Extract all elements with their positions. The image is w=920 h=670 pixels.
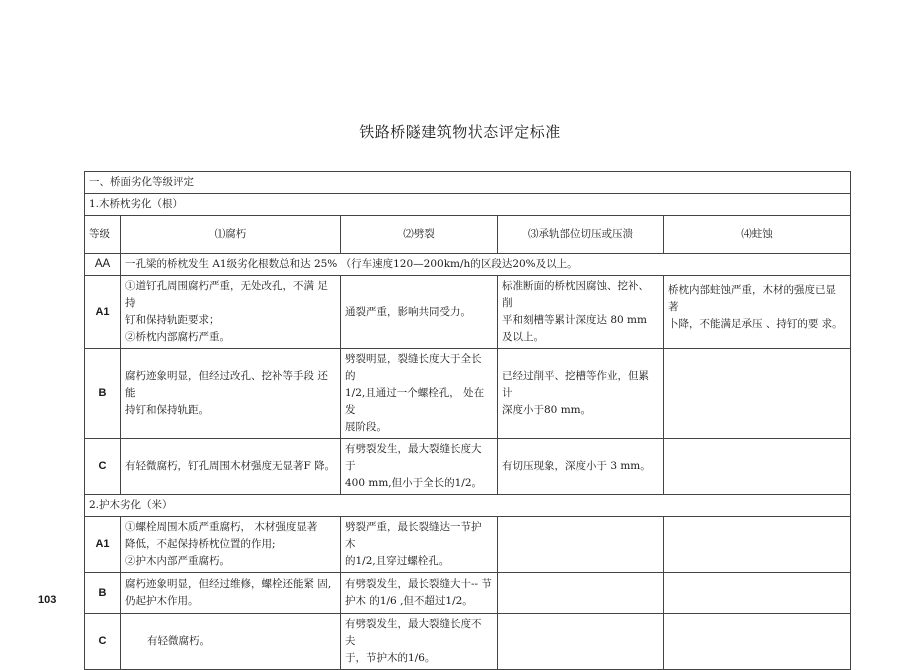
cell-line: 深度小于80 mm。 (502, 404, 592, 416)
document-title: 铁路桥隧建筑物状态评定标准 (359, 123, 561, 141)
cell-line: 标准断面的桥枕因腐蚀、挖补、 削 (502, 280, 649, 309)
header-split: ⑵劈裂 (341, 216, 498, 254)
subsection-row (85, 495, 851, 517)
cell-line: 有劈裂发生，最大裂缝长度不 夫 (345, 618, 482, 647)
guard-b-split-cell (341, 573, 498, 614)
page-number: 103 (38, 594, 57, 606)
guard-c-split-cell (341, 614, 498, 670)
c-crush-cell: 有切压现象，深度小于 3 mm。 (498, 439, 664, 495)
cell-line: 护木 的1/6 ,但不超过1/2。 (345, 595, 473, 607)
grade-cell: A1 (85, 517, 121, 573)
header-insect: ⑷蛀蚀 (664, 216, 851, 254)
a1-split-cell: 通裂严重，影响共同受力。 (341, 276, 498, 349)
grade-cell: A1 (85, 276, 121, 349)
table-row (85, 573, 851, 614)
c-insect-cell (664, 439, 851, 495)
table-row (85, 254, 851, 276)
cell-line: 卜降，不能满足承压 、持钉的要 求。 (668, 318, 843, 330)
cell-line: 已经过削平、挖槽等作业，但累 计 (502, 370, 649, 399)
subsection-title-guard: 2.护木劣化（米） (85, 495, 851, 517)
cell-line: 有劈裂发生，最长裂缝大十-- 节 (345, 578, 492, 590)
cell-line: 降低，不起保持桥枕位置的作用; (125, 538, 276, 550)
cell-line: 腐朽迹象明显，但经过改孔、挖补等手段 还能 (125, 370, 328, 399)
grade-cell: C (85, 614, 121, 670)
guard-a1-insect-cell (664, 517, 851, 573)
cell-line: 劈裂严重，最长裂缝达一节护 木 (345, 521, 482, 550)
header-decay: ⑴腐朽 (121, 216, 341, 254)
c-decay-cell: 有轻微腐朽，钉孔周围木材强度无显著F 降。 (121, 439, 341, 495)
cell-line: ②护木内部严重腐朽。 (125, 555, 230, 567)
cell-line: 的1/2,且穿过螺栓孔。 (345, 555, 450, 567)
cell-line: 及以上。 (502, 331, 544, 343)
c-split-cell (341, 439, 498, 495)
table-row (85, 517, 851, 573)
guard-b-crush-cell (498, 573, 664, 614)
a1-decay-cell (121, 276, 341, 349)
cell-line: 劈裂明显，裂缝长度大于全长 的 (345, 353, 482, 382)
cell-line: 平和刻槽等累计深度达 80 mm (502, 314, 647, 326)
subsection-title-sleeper: 1.木桥枕劣化（根） (85, 194, 851, 216)
guard-c-crush-cell (498, 614, 664, 670)
b-decay-cell (121, 349, 341, 439)
guard-a1-decay-cell (121, 517, 341, 573)
subsection-row (85, 194, 851, 216)
cell-line: 展阶段。 (345, 421, 387, 433)
table-row (85, 349, 851, 439)
cell-line: 有劈裂发生，最大裂缝长度大 于 (345, 443, 482, 472)
table-row (85, 439, 851, 495)
evaluation-standard-table (84, 171, 851, 670)
section-title: 一、桥面劣化等级评定 (85, 172, 851, 194)
cell-line: ②桥枕内部腐朽严重。 (125, 331, 230, 343)
guard-c-decay-cell: 有轻微腐朽。 (121, 614, 341, 670)
grade-cell: B (85, 349, 121, 439)
cell-line: 持钉和保持轨距。 (125, 404, 209, 416)
guard-a1-crush-cell (498, 517, 664, 573)
cell-line: 于，节护木的1/6。 (345, 652, 436, 664)
guard-b-decay-cell (121, 573, 341, 614)
guard-b-insect-cell (664, 573, 851, 614)
table-row (85, 614, 851, 670)
cell-line: 仍起护木作用。 (125, 595, 199, 607)
b-insect-cell (664, 349, 851, 439)
a1-insect-cell (664, 276, 851, 349)
header-row (85, 216, 851, 254)
cell-line: ①道钉孔周围腐朽严重，无处改孔，不满 足持 (125, 280, 328, 309)
header-grade: 等级 (85, 216, 121, 254)
a1-crush-cell (498, 276, 664, 349)
aa-description: 一孔梁的桥枕发生 A1级劣化根数总和达 25% （行车速度120—200km/h的区段达20%及以上。 (121, 254, 851, 276)
cell-line: 钉和保持轨距要求； (125, 314, 220, 326)
cell-line: 桥枕内部蛀蚀严重，木材的强度已显 著 (668, 284, 836, 313)
grade-cell: B (85, 573, 121, 614)
grade-cell: C (85, 439, 121, 495)
guard-a1-split-cell (341, 517, 498, 573)
b-split-cell (341, 349, 498, 439)
section-row (85, 172, 851, 194)
header-rail-crush: ⑶承轨部位切压或压溃 (498, 216, 664, 254)
cell-line: 腐朽迹象明显，但经过维修，螺栓还能紧 固, (125, 578, 332, 590)
cell-line: 400 mm,但小于全长的1/2。 (345, 477, 483, 489)
grade-cell: AA (85, 254, 121, 276)
cell-line: 1/2,且通过一个螺栓孔， 处在发 (345, 387, 485, 416)
table-row (85, 276, 851, 349)
guard-c-insect-cell (664, 614, 851, 670)
b-crush-cell (498, 349, 664, 439)
cell-line: ①螺栓周围木质严重腐朽， 木材强度显著 (125, 521, 318, 533)
